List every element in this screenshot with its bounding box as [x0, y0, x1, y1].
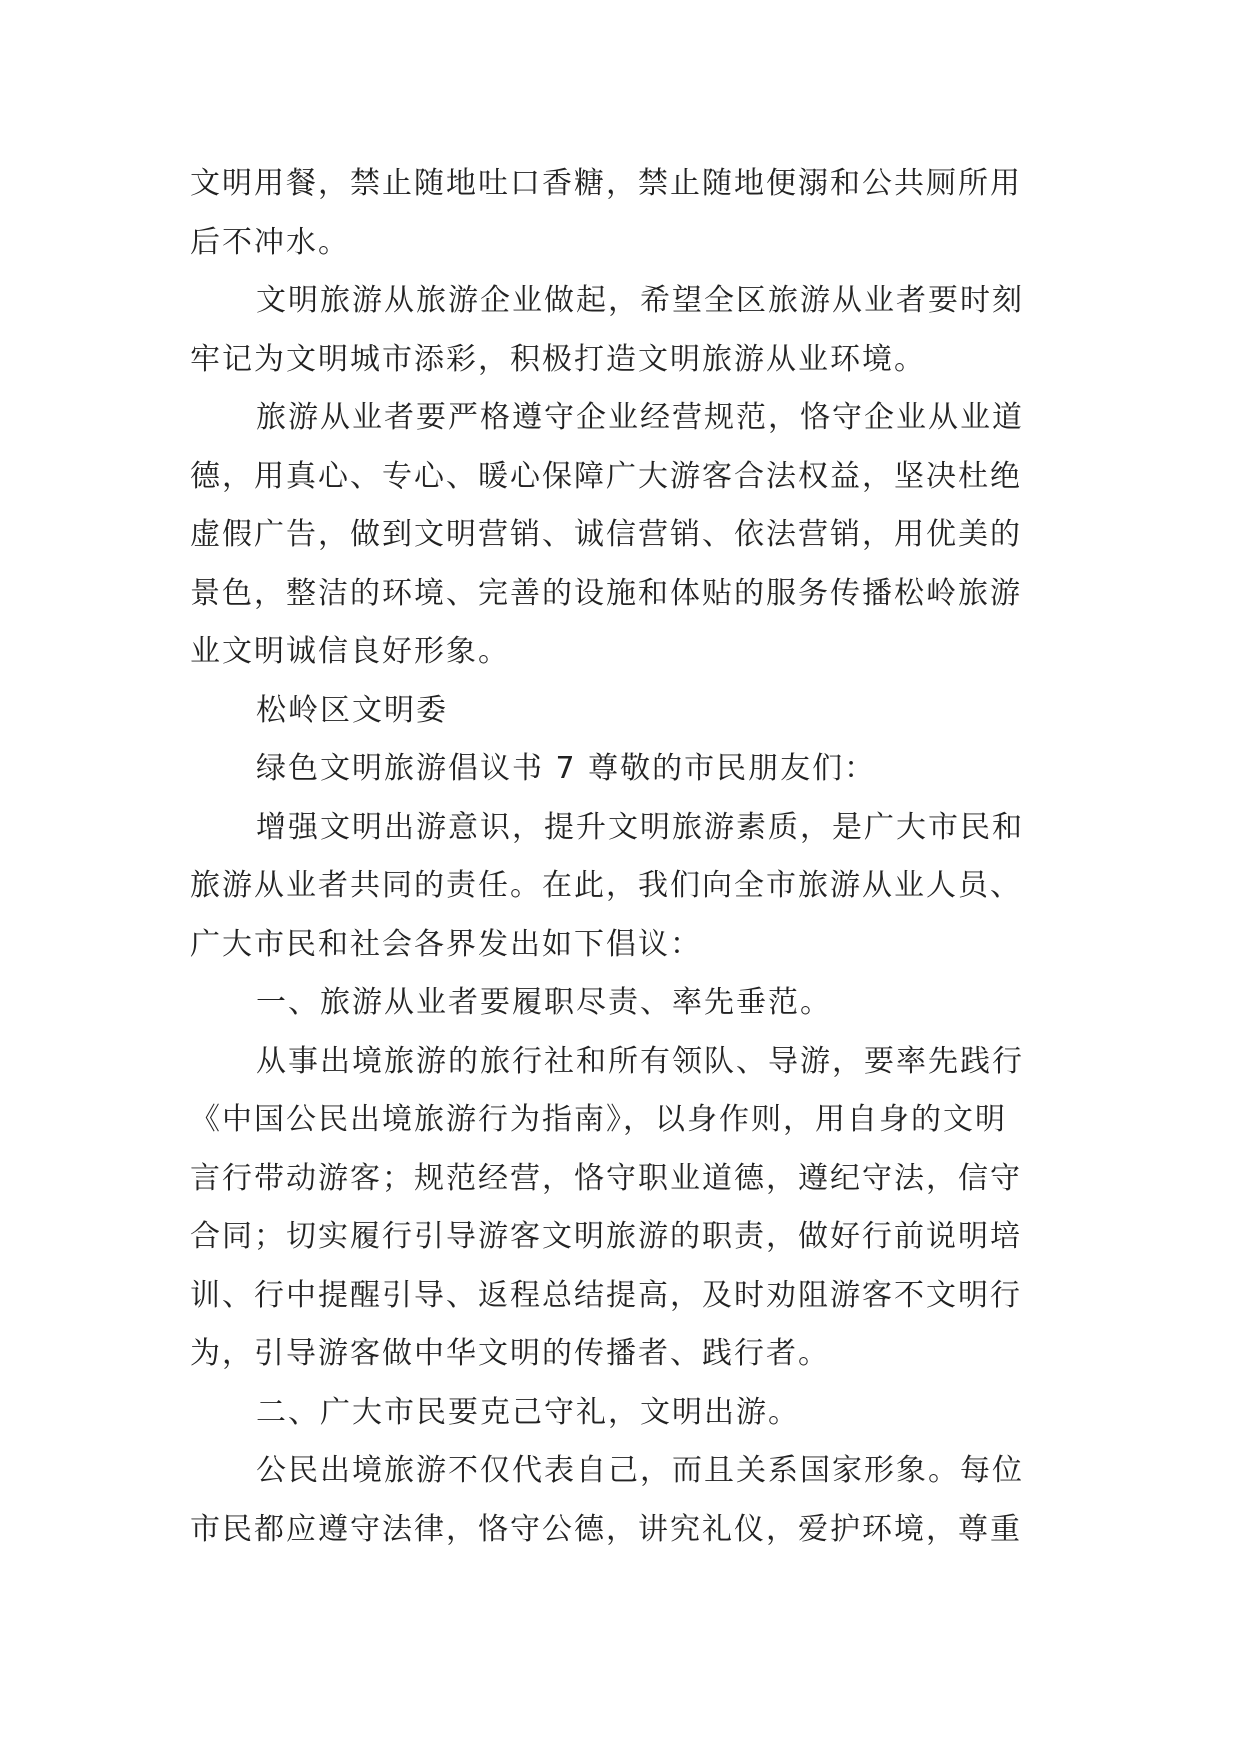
heading-line: 绿色文明旅游倡议书 7 尊敬的市民朋友们：	[256, 751, 877, 786]
section-heading-line: 一、旅游从业者要履职尽责、率先垂范。	[256, 985, 832, 1020]
text-line: 广大市民和社会各界发出如下倡议：	[190, 926, 702, 962]
text-line: 市民都应遵守法律，恪守公德，讲究礼仪，爱护环境，尊重	[190, 1511, 1022, 1547]
text-line: 文明用餐，禁止随地吐口香糖，禁止随地便溺和公共厕所用	[190, 166, 1022, 201]
signature-line: 松岭区文明委	[256, 692, 448, 728]
paragraph-start-line: 增强文明出游意识，提升文明旅游素质，是广大市民和	[256, 809, 1024, 845]
paragraph-start-line: 公民出境旅游不仅代表自己，而且关系国家形象。每位	[256, 1453, 1024, 1488]
paragraph-start-line: 文明旅游从旅游企业做起，希望全区旅游从业者要时刻	[256, 283, 1024, 318]
paragraph-start-line: 从事出境旅游的旅行社和所有领队、导游，要率先践行	[256, 1043, 1024, 1079]
text-line: 牢记为文明城市添彩，积极打造文明旅游从业环境。	[190, 341, 926, 377]
text-line: 训、行中提醒引导、返程总结提高，及时劝阻游客不文明行	[190, 1277, 1022, 1313]
text-line: 虚假广告，做到文明营销、诚信营销、依法营销，用优美的	[190, 517, 1022, 552]
text-line: 《中国公民出境旅游行为指南》，以身作则，用自身的文明	[190, 1102, 1007, 1137]
text-line: 景色，整洁的环境、完善的设施和体贴的服务传播松岭旅游	[190, 575, 1022, 611]
document-body	[190, 155, 1070, 1559]
text-line: 言行带动游客；规范经营，恪守职业道德，遵纪守法，信守	[190, 1160, 1022, 1196]
text-line: 合同；切实履行引导游客文明旅游的职责，做好行前说明培	[190, 1219, 1022, 1254]
text-line: 旅游从业者共同的责任。在此，我们向全市旅游从业人员、	[190, 868, 1022, 903]
text-line: 业文明诚信良好形象。	[190, 634, 510, 669]
text-line: 后不冲水。	[190, 224, 350, 260]
text-line: 为，引导游客做中华文明的传播者、践行者。	[190, 1336, 830, 1371]
paragraph-start-line: 旅游从业者要严格遵守企业经营规范，恪守企业从业道	[256, 400, 1024, 435]
text-line: 德，用真心、专心、暖心保障广大游客合法权益，坚决杜绝	[190, 458, 1022, 494]
section-heading-line: 二、广大市民要克己守礼，文明出游。	[256, 1394, 800, 1430]
